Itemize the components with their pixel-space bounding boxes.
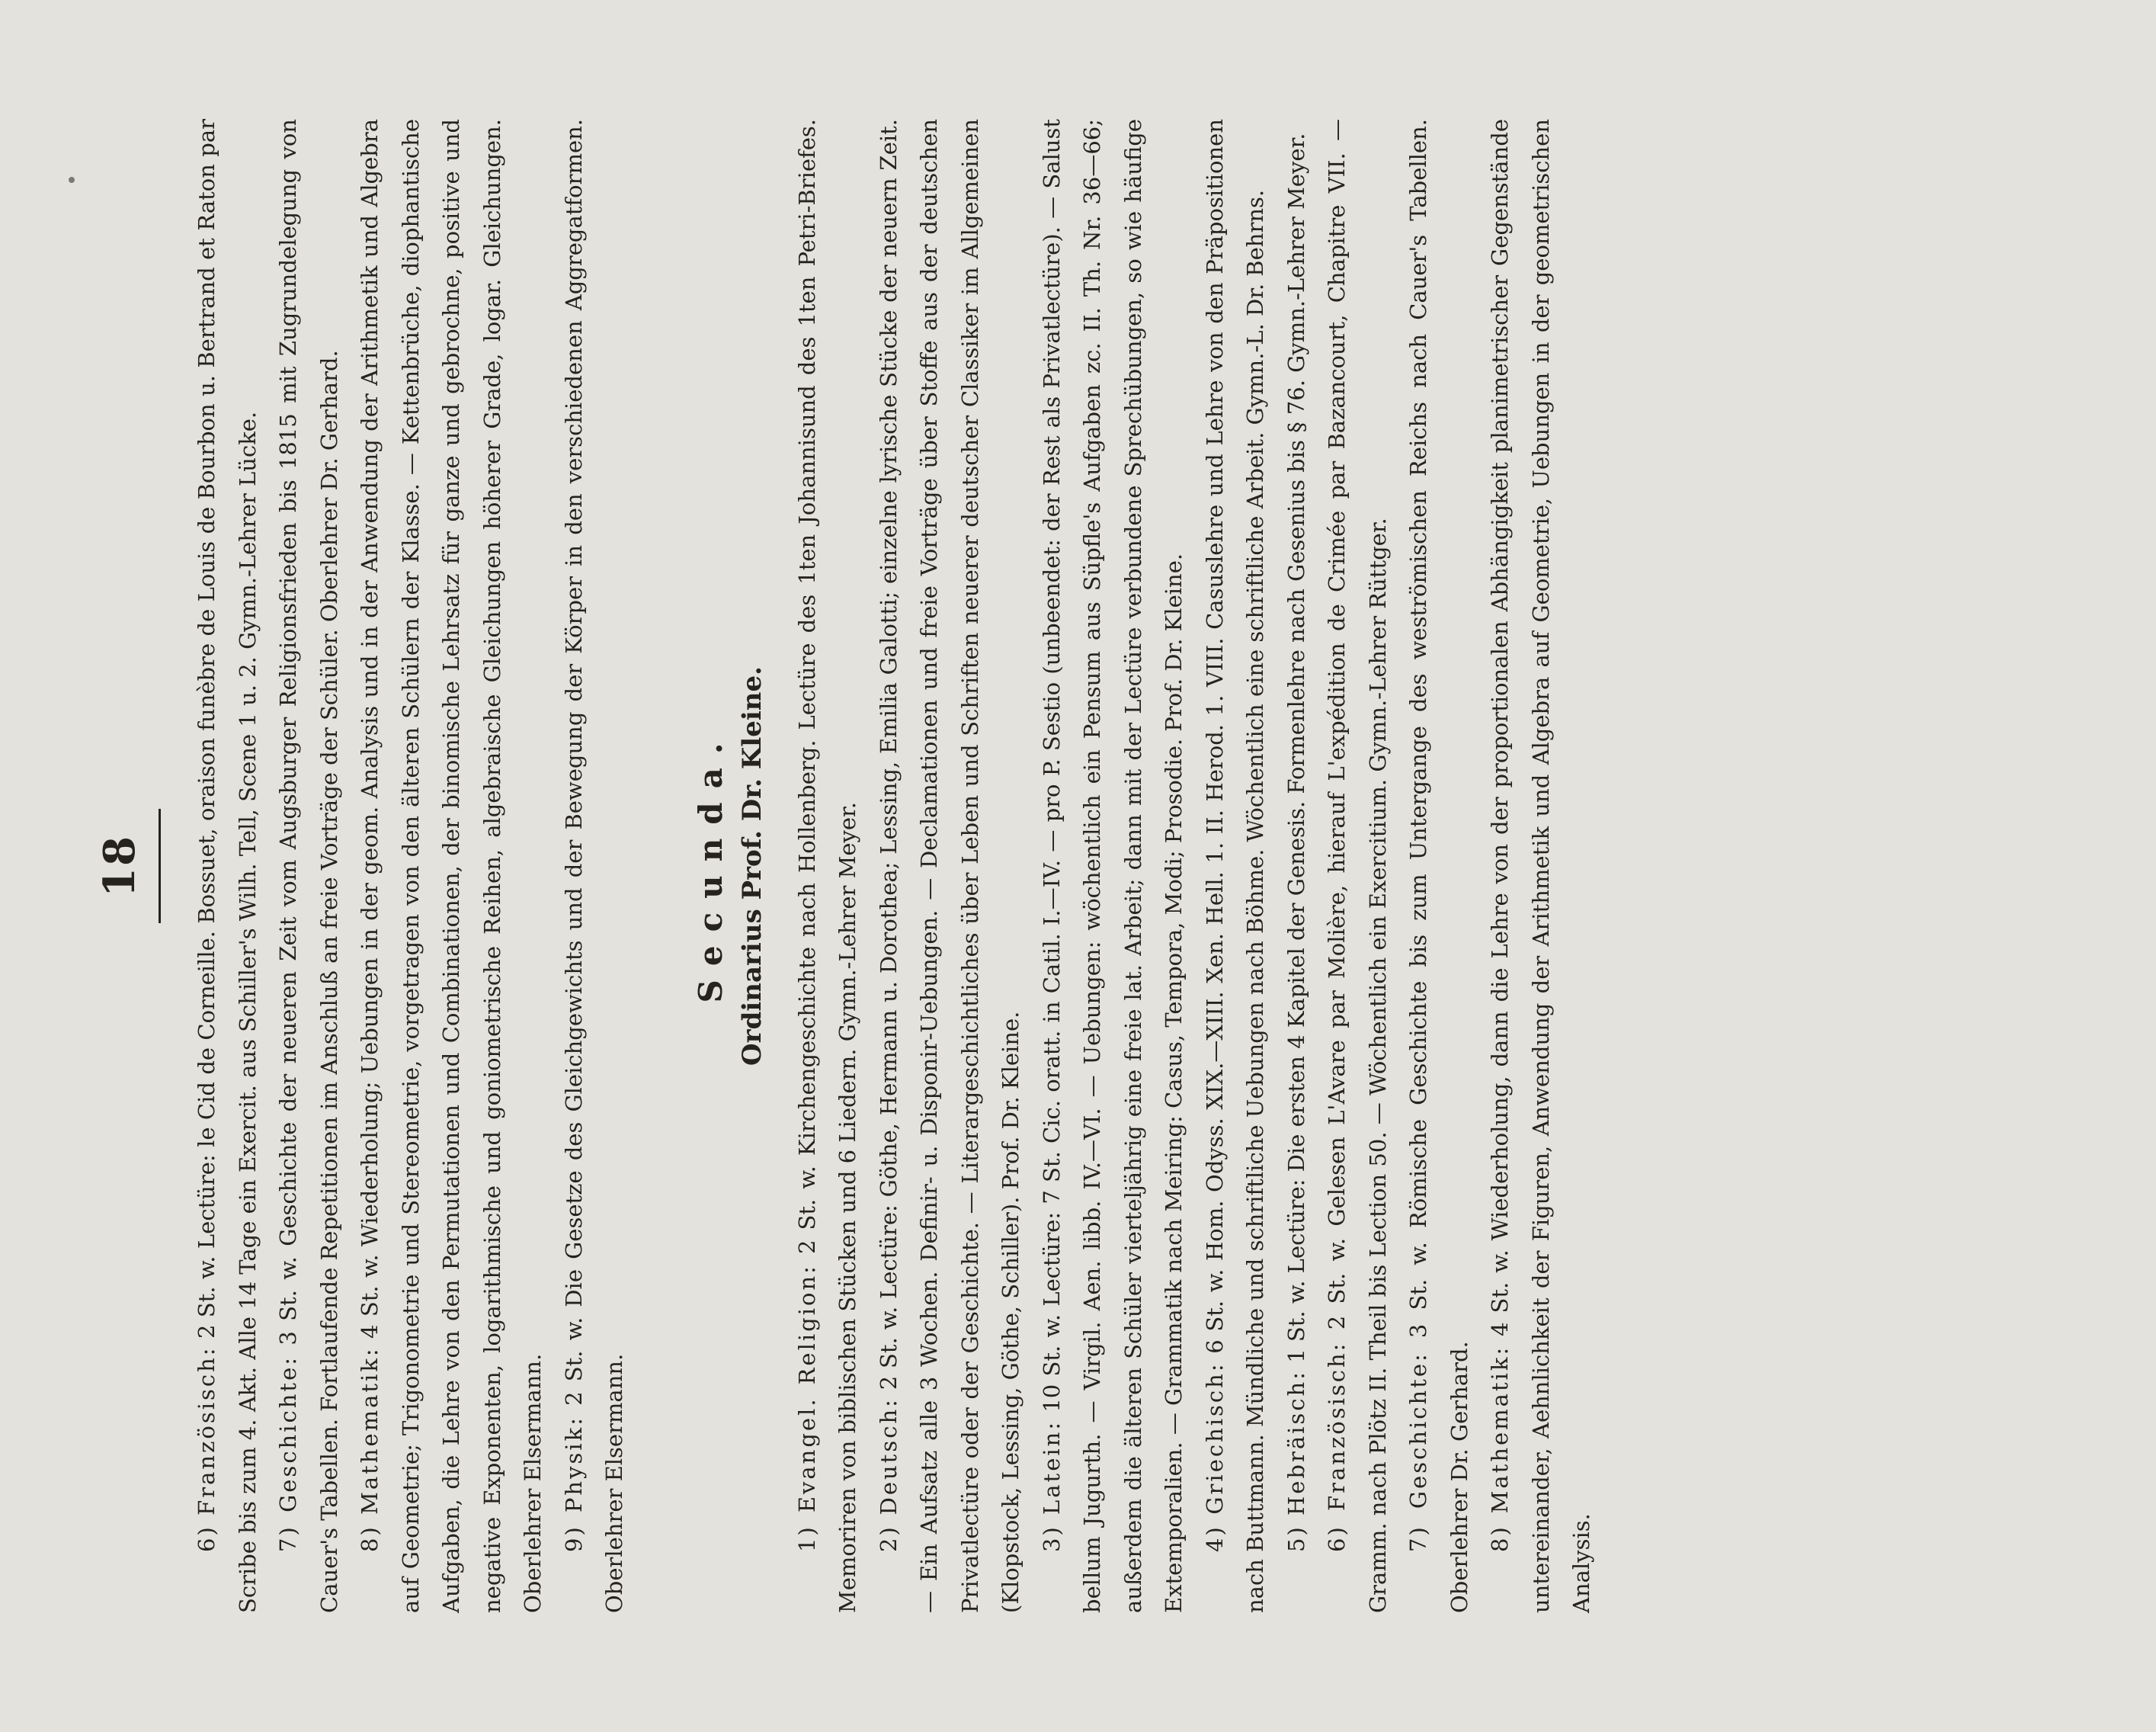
section-subtitle: Ordinarius Prof. Dr. Kleine. [736,666,767,1066]
rotated-text-block [87,104,2099,1628]
entry-text: 1 St. w. Lectüre: Die ersten 4 Kapitel der Genesis. Formenlehre nach Gesenius bis § 76. Gymn.-Lehrer Meyer. [1283,133,1309,1363]
entry-text: 2 St. w. Gelesen L'Avare par Molière, hierauf L'expédition de Crimée par Bazancourt, Chapitre VII. — Gramm. nach Plötz II. Theil bis Lection 50. — Wöchentlich ein Exercitium. Gymn.-Lehrer Rüttger. [1324,119,1391,1613]
section-title: Secunda. [691,729,729,1003]
entry-mathematik [1480,119,1603,1613]
entry-label: 7) Geschichte: [275,1355,301,1552]
ink-speck [69,177,75,183]
entry-label: 4) Griechisch: [1201,1362,1228,1552]
entry-hebraeisch [1277,119,1318,1613]
entry-text: 4 St. w. Wiederholung; Uebungen in der geom. Analysis und in der Anwendung der Arithmetik und Algebra auf Geometrie; Trigonometrie und Stereometrie, vorgetragen von den älteren Schülern der Klasse. — Kettenbrüche, diophantische Aufgaben, die Lehre von den Permutationen und Combinationen, der binomische Lehrsatz für ganze und gebrochne, positive und negative Exponenten, logarithmische und goniometrische Reihen, algebraische Gleichungen höherer Grade, logar. Gleichungen. Oberlehrer Elsermann. [357,119,546,1613]
entry-label: 9) Physik: [560,1416,587,1552]
entry-text: 10 St. w. Lectüre: 7 St. Cic. oratt. in Catil. I.—IV. — pro P. Sestio (unbeendet: der Rest als Privatlectüre). — Salust bellum Jugurth. — Virgil. Aen. libb. IV.—VI. — Uebungen: wöchentlich ein Pensum aus Süpfle's Aufgaben zc. II. Th. Nr. 36—66; außerdem die älteren Schüler vierteljährig eine freie lat. Arbeit; dann mit der Lectüre verbundene Sprechübungen, so wie häufige Extemporalien. — Grammatik nach Meiring: Casus, Tempora, Modi; Prosodie. Prof. Dr. Kleine. [1038,118,1187,1613]
upper-entries [187,119,636,1613]
entry-geschichte-prima [268,119,350,1613]
entry-label: 5) Hebräisch: [1283,1370,1309,1552]
entry-text: 2 St. w. Lectüre: le Cid de Corneille. Bossuet, oraison funèbre de Louis de Bourbon u. Bertrand et Raton par Scribe bis zum 4. Akt. Alle 14 Tage ein Exercit. aus Schiller's Wilh. Tell, Scene 1 u. 2. Gymn.-Lehrer Lücke. [194,118,261,1613]
entry-griechisch [1195,119,1277,1613]
page-number-rule [159,809,161,923]
page-number: 18 [95,835,145,897]
entry-franzoesisch-prima [187,119,268,1613]
entry-label: 6) Französisch: [194,1346,219,1552]
entry-text: 2 St. w. Die Gesetze des Gleichgewichts und der Bewegung der Körper in den verschiedenen Aggregatformen. Oberlehrer Elsermann. [560,118,627,1613]
entry-text: 2 St. w. Lectüre: Göthe, Hermann u. Dorothea; Lessing, Emilia Galotti; einzelne lyrische Stücke der neuern Zeit. — Ein Aufsatz alle 3 Wochen. Definir- u. Disponir-Uebungen. — Declamationen und freie Vorträge über Stoffe aus der deutschen Privatlectüre oder der Geschichte. — Literargeschichtliches über Leben und Schriften neuerer deutscher Classiker im Allgemeinen (Klopstock, Lessing, Göthe, Schiller). Prof. Dr. Kleine. [875,118,1024,1613]
entry-franzoesisch [1317,119,1398,1613]
entry-text: 2 St. w. Kirchengeschichte nach Hollenberg. Lectüre des 1ten Johannisund des 1ten Petri-Briefes. Memoriren von biblischen Stücken und 6 Liedern. Gymn.-Lehrer Meyer. [793,118,860,1613]
entry-label: 3) Latein: [1038,1419,1065,1552]
entry-label: 6) Französisch: [1324,1341,1350,1552]
entry-text: 3 St. w. Geschichte der neueren Zeit vom Augsburger Religionsfrieden bis 1815 mit Zugrundelegung von Cauer's Tabellen. Fortlaufende Repetitionen im Anschluß an freie Vorträge der Schüler. Oberlehrer Dr. Gerhard. [275,119,342,1613]
entry-text: 6 St. w. Hom. Odyss. XIX.—XIII. Xen. Hell. 1. II. Herod. 1. VIII. Casuslehre und Lehre von den Präpositionen nach Buttmann. Mündliche und schriftliche Uebungen nach Böhme. Wöchentlich eine schriftliche Arbeit. Gymn.-L. Dr. Behrns. [1201,118,1268,1613]
entry-mathematik-prima [350,119,554,1613]
entry-label: 1) Evangel. Religion: [793,1264,820,1552]
entry-geschichte [1398,119,1480,1613]
entry-religion [787,119,869,1613]
entry-deutsch [869,119,1032,1613]
lower-entries [787,119,1603,1613]
entry-label: 2) Deutsch: [875,1397,902,1552]
entry-physik-prima [554,119,636,1613]
entry-text: 4 St. w. Wiederholung, dann die Lehre von der proportionalen Abhängigkeit planimetrischer Gegenstände untereinander, Aehnlichkeit der Figuren, Anwendung der Arithmetik und Algebra auf Geometrie, Uebungen in der geometrischen Analysis. [1487,119,1594,1613]
entry-label: 8) Mathematik: [357,1346,383,1552]
entry-label: 8) Mathematik: [1487,1345,1513,1552]
entry-label: 7) Geschichte: [1405,1352,1431,1552]
entry-latein [1032,119,1195,1613]
entry-text: 3 St. w. Römische Geschichte bis zum Untergange des weströmischen Reichs nach Cauer's Tabellen. Oberlehrer Dr. Gerhard. [1405,119,1472,1613]
